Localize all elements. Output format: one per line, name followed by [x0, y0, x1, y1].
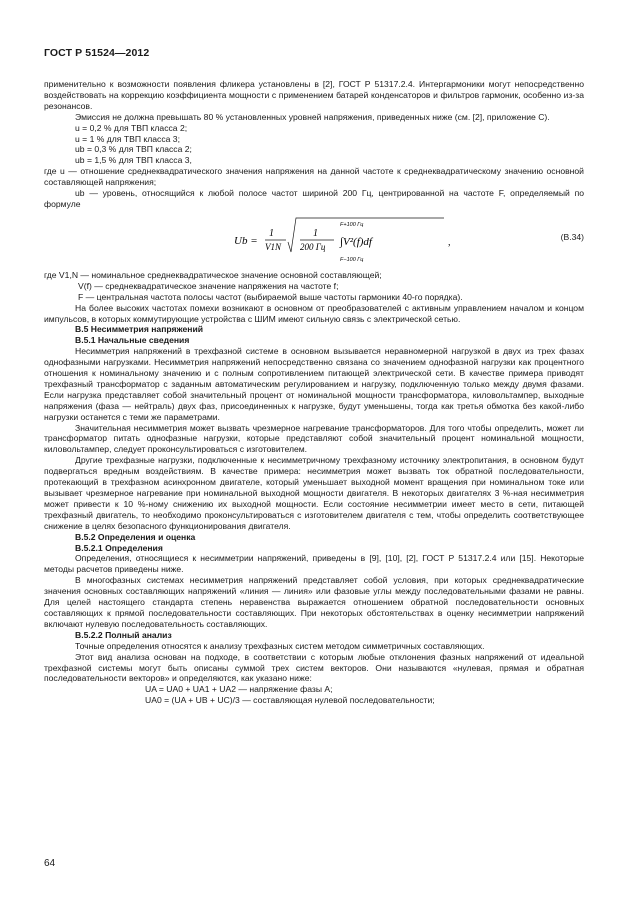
formula-frac2-num: 1	[313, 227, 318, 239]
list-item: ub = 0,3 % для ТВП класса 2;	[75, 144, 192, 155]
paragraph: Значительная несимметрия может вызвать чрезмерное нагревание трансформаторов. Для того чтобы определить, может ли трансформатор питать однофазные нагрузки, которые представляют собой значительный процент номинальной мощности, киловольтампер, следует проконсультироваться с изготовителем.	[44, 422, 584, 455]
definition: F — центральная частота полосы частот (выбираемой выше частоты гармоники 40-го порядка).	[78, 291, 463, 302]
formula-expression	[234, 214, 454, 266]
paragraph: Другие трехфазные нагрузки, подключенные к несимметричному трехфазному источнику электропитания, в основном будут подвергаться вредным воздействиям. В качестве примера: несимметрия может вызвать ток обратной последовательности, протекающий в трехфазном асинхронном двигателе, который уменьшает выходной момент вращения при номинальном токе или вызывает чрезмерное нагревание при номинальной выходной мощности двигателя. В некоторых двигателях 3 %-ная несимметрия может привести к 10 %-ному снижению их выходной мощности. Если состояние несимметрии имеет место в сети, питающей трехфазный двигатель, то необходимо проконсультироваться с изготовителем двигателя с тем, чтобы определить соответствующее снижение в целях безопасного функционирования двигателя.	[44, 455, 584, 531]
paragraph: ub — уровень, относящийся к любой полосе частот шириной 200 Гц, центрированной на частоте F, определяемый по формуле	[44, 188, 584, 209]
equation-line: UA = UA0 + UA1 + UA2 — напряжение фазы А;	[145, 684, 333, 695]
formula-frac2-den: 200 Гц	[300, 241, 326, 252]
formula-frac1-num: 1	[269, 227, 274, 239]
list-item: u = 1 % для ТВП класса 3;	[75, 133, 180, 144]
paragraph: Несимметрия напряжений в трехфазной системе в основном вызывается неравномерной нагрузкой в двух из трех фазах однофазными нагрузками. Несимметрия напряжений непосредственно связана со значением однофазной нагрузки как процентного отношения к номинальному значению и с полным сопротивлением питающей электрической сети. В качестве примера приводят трехфазный трансформатор с заданным автоматическим регулированием и нагрузку, подключенную только между двумя фазами. Если нагрузка представляет собой значительный процент от номинальной мощности трансформатора, киловольтампер, выходные напряжения (фаза — нейтраль) двух фаз, присоединенных к нагрузке, будут уменьшены, тогда как третья обмотка без какой-либо нагрузки останется с теми же параметрами.	[44, 346, 584, 422]
paragraph: Этот вид анализа основан на подходе, в соответствии с которым любые отклонения фазных напряжений от идеальной трехфазной системы могут быть описаны суммой трех систем векторов. Они называются «нулевая, прямая и обратная последовательности векторов» и определяются, как указано ниже:	[44, 651, 584, 684]
document-header: ГОСТ Р 51524—2012	[44, 47, 150, 59]
subsection-heading: В.5.1 Начальные сведения	[75, 335, 190, 346]
subsection-heading: В.5.2.1 Определения	[75, 542, 163, 553]
integral-lower-limit: F−100 Гц	[340, 256, 364, 263]
formula-b34	[44, 212, 584, 268]
definition: где V1,N — номинальное среднеквадратическое значение основной составляющей;	[44, 269, 382, 280]
formula-frac1-den: V1N	[265, 241, 282, 252]
equation-line: UA0 = (UA + UB + UC)/3 — составляющая нулевой последовательности;	[145, 695, 435, 706]
formula-integral: ∫V²(f)df	[340, 235, 372, 248]
definition: V(f) — среднеквадратическое значение напряжения на частоте f;	[78, 280, 339, 291]
subsection-heading: В.5.2 Определения и оценка	[75, 531, 196, 542]
section-heading: В.5 Несимметрия напряжений	[75, 324, 204, 335]
paragraph: На более высоких частотах помехи возникают в основном от преобразователей с активным управлением началом и концом импульсов, в которых коммутирующие устройства с ШИМ имеют сильную связь с электрической сетью.	[44, 302, 584, 324]
paragraph: применительно к возможности появления фликера установлены в [2], ГОСТ Р 51317.2.4. Интергармоники могут непосредственно воздействовать на коррекцию коэффициента мощности с применением батарей конденсаторов и фильтров гармоник, особенно из-за резонансов.	[44, 79, 584, 111]
formula-number: (В.34)	[560, 231, 584, 242]
list-item: ub = 1,5 % для ТВП класса 3,	[75, 155, 192, 166]
subsection-heading: В.5.2.2 Полный анализ	[75, 629, 172, 640]
page-number: 64	[44, 858, 56, 869]
paragraph: Определения, относящиеся к несимметрии напряжений, приведены в [9], [10], [2], ГОСТ Р 51317.2.4 или [15]. Некоторые методы расчетов приведены ниже.	[44, 553, 584, 575]
list-item: u = 0,2 % для ТВП класса 2;	[75, 122, 188, 133]
paragraph: Эмиссия не должна превышать 80 % установленных уровней напряжения, приведенных ниже (см. [2], приложение С).	[75, 111, 550, 122]
document-body	[44, 79, 584, 706]
formula-lhs: Ub =	[234, 234, 258, 247]
paragraph: Точные определения относятся к анализу трехфазных систем методом симметричных составляющих.	[75, 640, 485, 651]
paragraph: В многофазных системах несимметрия напряжений представляет собой условия, при которых среднеквадратические значения основных составляющих напряжений «линия — линия» или фазовые углы между последовательными фазами не равны. Для целей настоящего стандарта степень неравенства выражается отношением обратной последовательности основных составляющих к прямой последовательности составляющих. При некоторых обстоятельствах в оценку несимметрии напряжений включают нулевую последовательность составляющих.	[44, 575, 584, 629]
paragraph: где u — отношение среднеквадратического значения напряжения на данной частоте к среднеквадратическому значению основной составляющей напряжения;	[44, 166, 584, 188]
formula-comma: ,	[448, 236, 451, 248]
integral-upper-limit: F+100 Гц	[340, 221, 364, 228]
